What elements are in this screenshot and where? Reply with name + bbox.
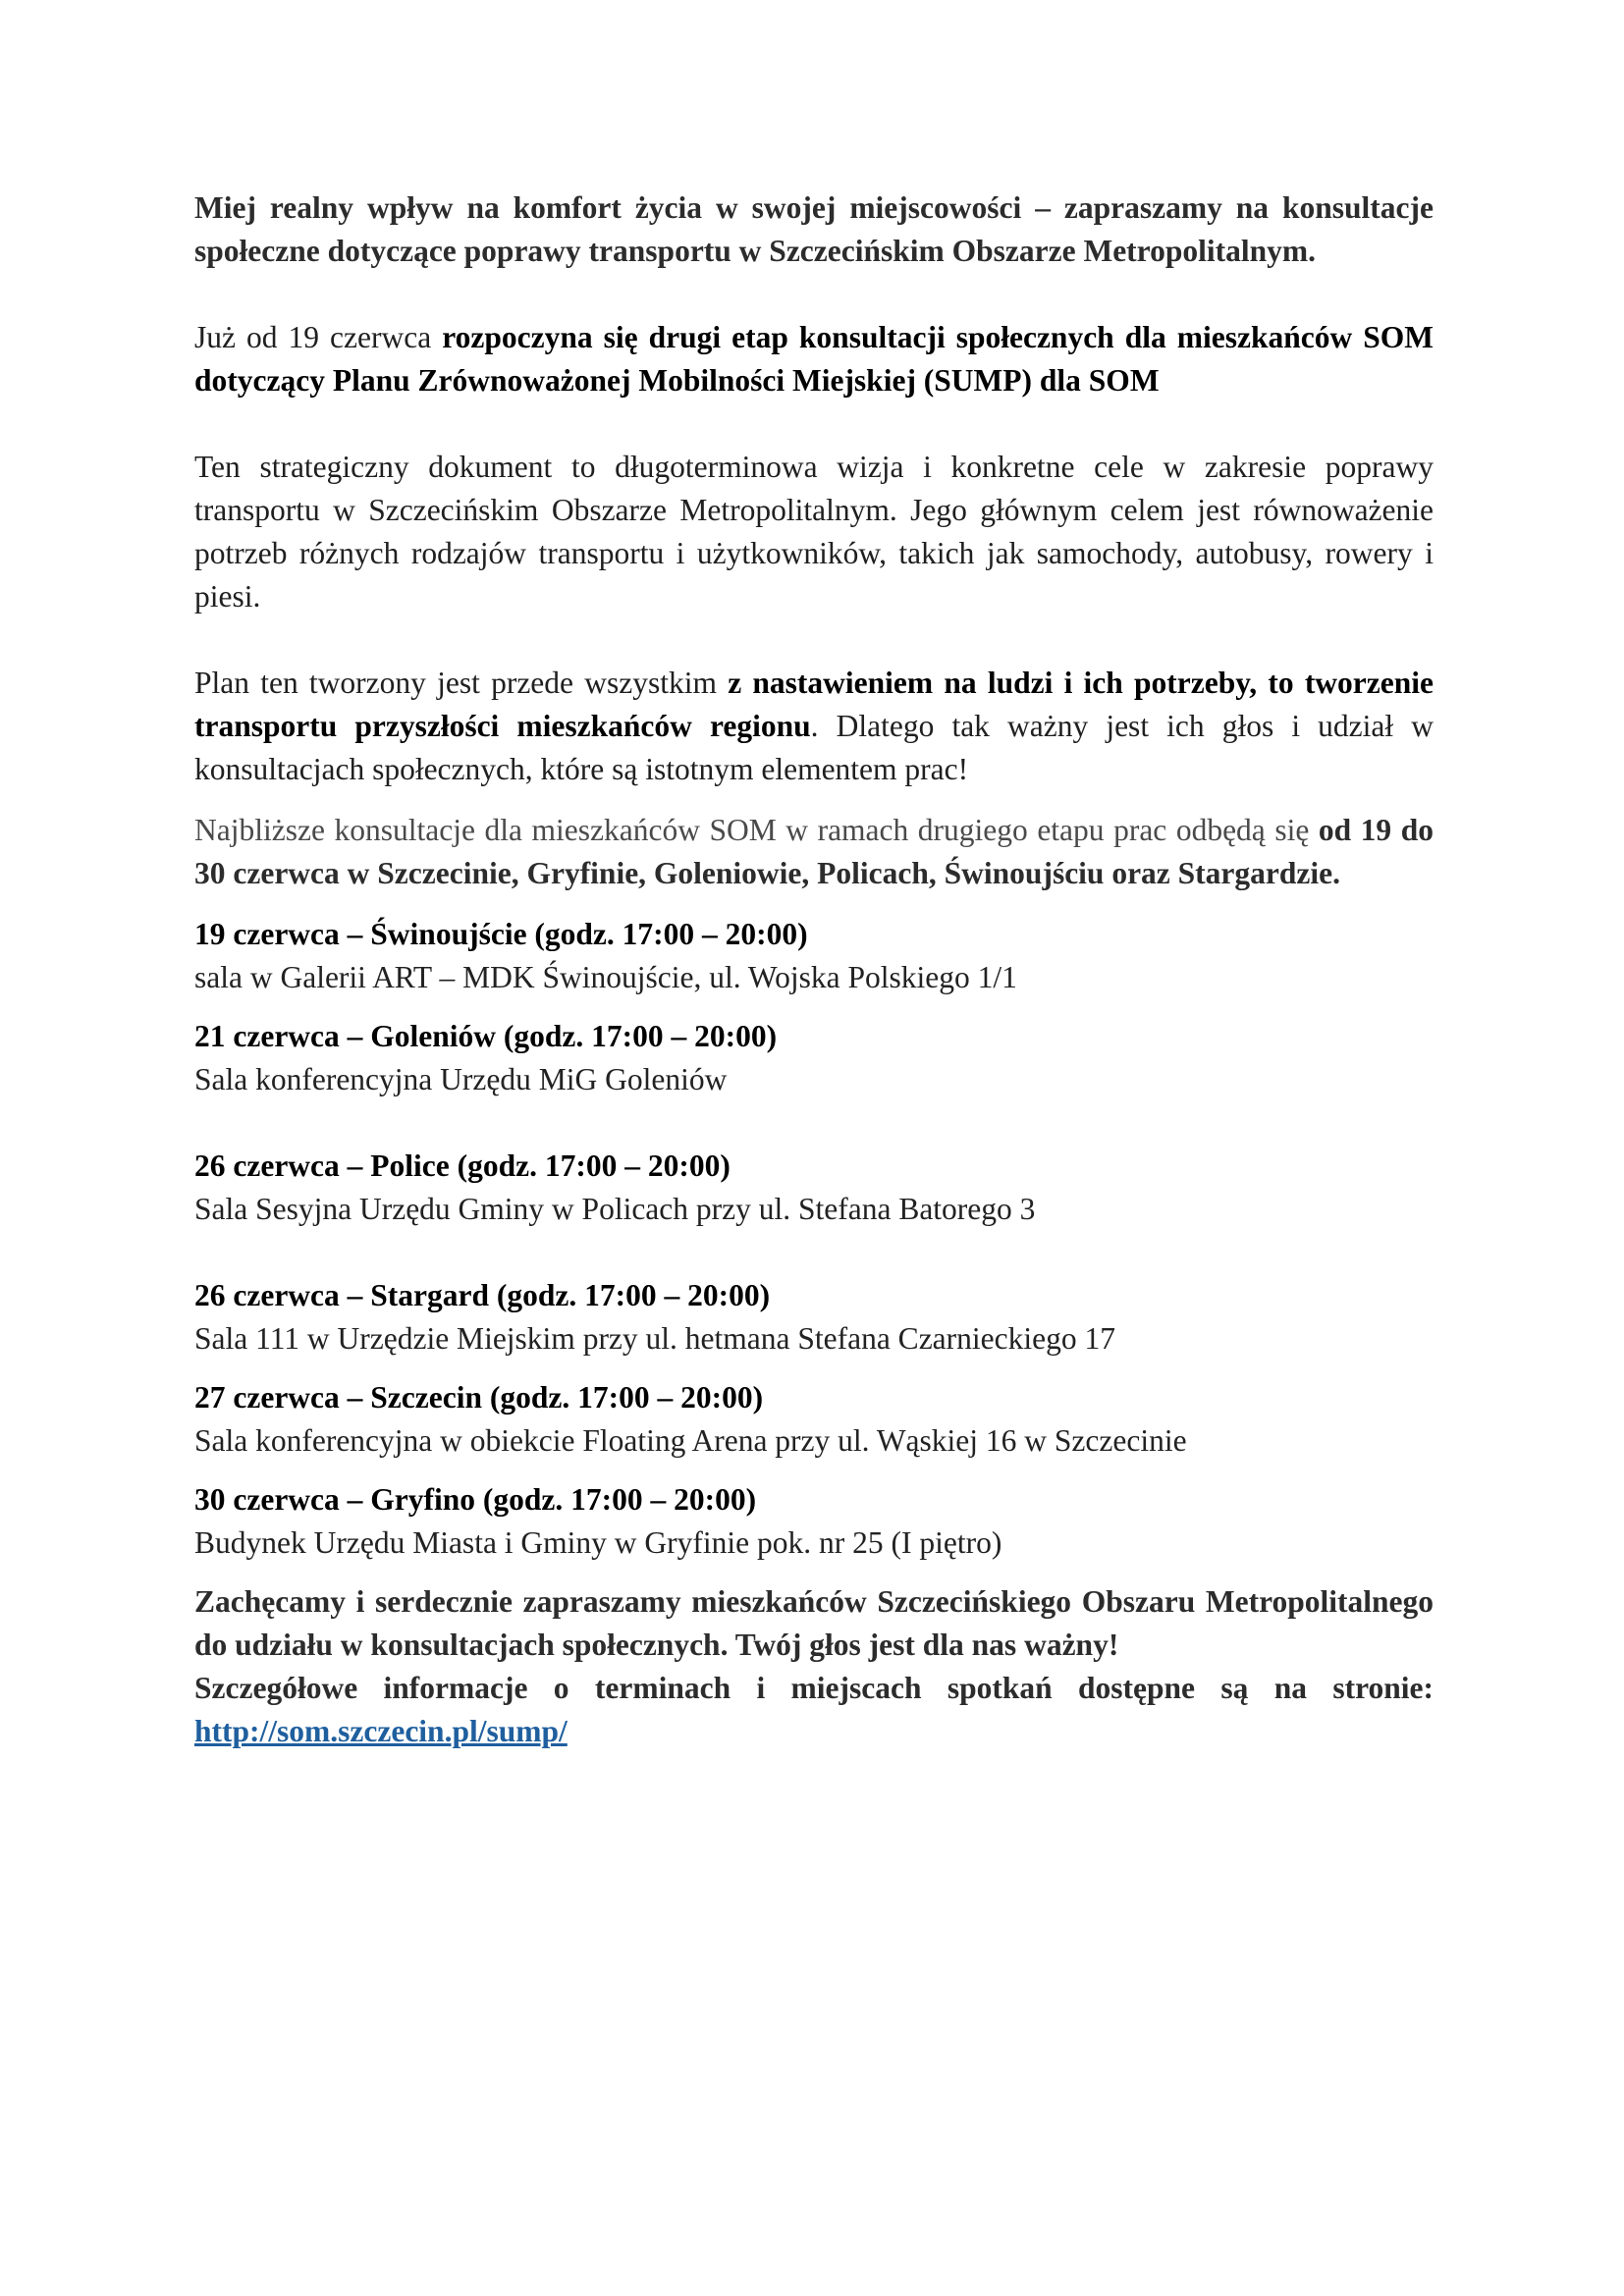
event-item [194,1478,1434,1565]
strategy-paragraph [194,446,1434,618]
event-title: 27 czerwca – Szczecin (godz. 17:00 – 20:00) [194,1380,764,1415]
schedule-intro-prefix: Najbliższe konsultacje dla mieszkańców SOM w ramach drugiego etapu prac odbędą się [194,813,1319,847]
event-place: Budynek Urzędu Miasta i Gminy w Gryfinie pok. nr 25 (I piętro) [194,1525,1002,1560]
event-item [194,1145,1434,1231]
event-place: Sala 111 w Urzędzie Miejskim przy ul. hetmana Stefana Czarnieckiego 17 [194,1321,1115,1356]
event-item [194,1274,1434,1361]
heading-text: Miej realny wpływ na komfort życia w swojej miejscowości – zapraszamy na konsultacje społeczne dotyczące poprawy transportu w Szczecińskim Obszarze Metropolitalnym. [194,190,1434,268]
schedule-intro-bold: od 19 do 30 czerwca w Szczecinie, Gryfinie, Goleniowie, Policach, Świnoujściu oraz Stargardzie. [194,813,1434,890]
strategy-text: Ten strategiczny dokument to długoterminowa wizja i konkretne cele w zakresie poprawy transportu w Szczecińskim Obszarze Metropolitalnym. Jego głównym celem jest równoważenie potrzeb różnych rodzajów transportu i użytkowników, takich jak samochody, autobusy, rowery i piesi. [194,450,1434,614]
event-title: 21 czerwca – Goleniów (godz. 17:00 – 20:00) [194,1019,778,1053]
event-title: 26 czerwca – Stargard (godz. 17:00 – 20:00) [194,1278,771,1312]
event-place: Sala konferencyjna w obiekcie Floating Arena przy ul. Wąskiej 16 w Szczecinie [194,1423,1187,1458]
event-place: Sala konferencyjna Urzędu MiG Goleniów [194,1062,728,1096]
event-title: 26 czerwca – Police (godz. 17:00 – 20:00) [194,1148,731,1183]
plan-suffix: . Dlatego tak ważny jest ich głos i udział w konsultacjach społecznych, które są istotnym elementem prac! [194,709,1434,786]
event-title: 19 czerwca – Świnoujście (godz. 17:00 – 20:00) [194,917,808,951]
closing-details [194,1667,1434,1753]
event-item [194,1376,1434,1463]
event-item [194,913,1434,999]
document-page [194,187,1434,1753]
document-heading [194,187,1434,273]
intro-paragraph [194,316,1434,402]
closing-details-prefix: Szczegółowe informacje o terminach i miejscach spotkań dostępne są na stronie: [194,1671,1434,1705]
closing-invite [194,1580,1434,1667]
event-title: 30 czerwca – Gryfino (godz. 17:00 – 20:00) [194,1482,757,1517]
plan-paragraph [194,662,1434,791]
intro-bold: rozpoczyna się drugi etap konsultacji społecznych dla mieszkańców SOM dotyczący Planu Zrównoważonej Mobilności Miejskiej (SUMP) dla SOM [194,320,1434,398]
event-place: Sala Sesyjna Urzędu Gminy w Policach przy ul. Stefana Batorego 3 [194,1192,1036,1226]
plan-bold: z nastawieniem na ludzi i ich potrzeby, to tworzenie transportu przyszłości mieszkańców regionu [194,666,1434,743]
closing-invite-text: Zachęcamy i serdecznie zapraszamy mieszkańców Szczecińskiego Obszaru Metropolitalnego do udziału w konsultacjach społecznych. Twój głos jest dla nas ważny! [194,1584,1434,1662]
plan-prefix: Plan ten tworzony jest przede wszystkim [194,666,729,700]
event-place: sala w Galerii ART – MDK Świnoujście, ul. Wojska Polskiego 1/1 [194,960,1017,994]
event-item [194,1015,1434,1101]
schedule-intro-paragraph [194,809,1434,895]
sump-link[interactable]: http://som.szczecin.pl/sump/ [194,1714,568,1748]
intro-prefix: Już od 19 czerwca [194,320,443,354]
